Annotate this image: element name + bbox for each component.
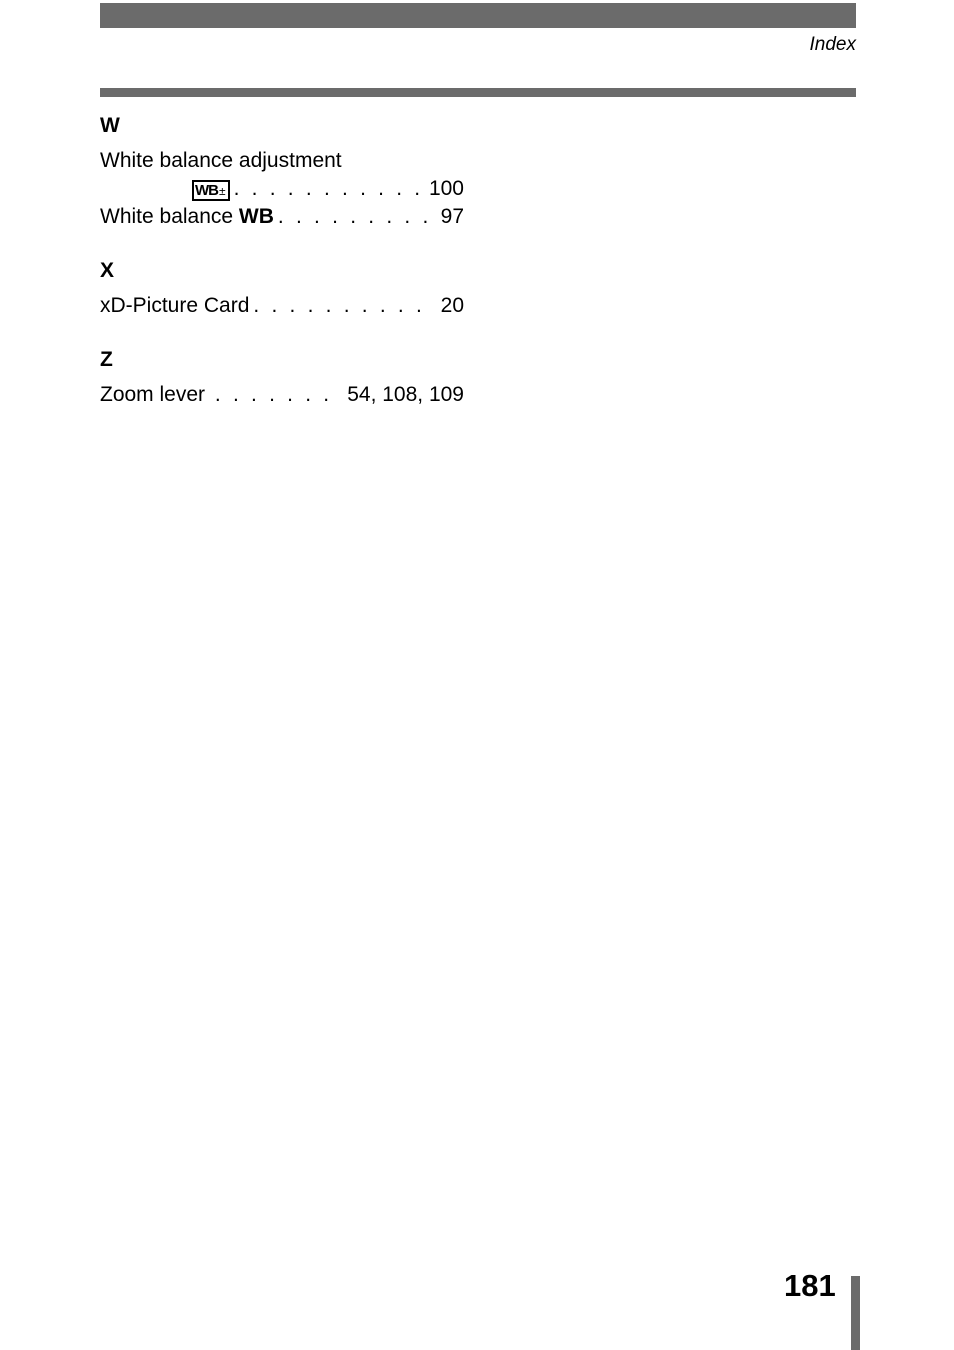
page-number: 181 xyxy=(784,1268,836,1303)
entry-text: White balance adjustment xyxy=(100,149,342,172)
dot-leader xyxy=(253,292,434,320)
page-ref: 54, 108, 109 xyxy=(347,383,464,406)
index-entry xyxy=(100,292,464,320)
dot-leader xyxy=(234,175,423,203)
index-group-x xyxy=(100,257,464,320)
index-entry xyxy=(100,203,464,231)
index-letter: X xyxy=(100,259,115,282)
header-bar xyxy=(100,3,856,28)
index-group-z xyxy=(100,346,464,409)
section-title: Index xyxy=(809,34,856,55)
header-divider xyxy=(100,88,856,97)
page-edge-tab xyxy=(851,1276,860,1350)
page-ref: 20 xyxy=(440,294,464,317)
dot-leader xyxy=(278,203,435,231)
index-entry xyxy=(100,381,464,409)
page-ref: 97 xyxy=(440,205,464,228)
index-group-w xyxy=(100,112,464,231)
dot-leader xyxy=(215,381,341,409)
index-entry xyxy=(100,147,464,175)
entry-text: xD-Picture Card xyxy=(100,294,250,317)
entry-text: White balance WB xyxy=(100,205,274,228)
wb-compensation-icon: WB± xyxy=(192,180,230,201)
entry-text: Zoom lever xyxy=(100,383,211,406)
index-letter: Z xyxy=(100,348,113,371)
index-list xyxy=(100,112,464,435)
page-ref: 100 xyxy=(428,177,464,200)
index-letter: W xyxy=(100,114,120,137)
index-entry xyxy=(100,175,464,203)
